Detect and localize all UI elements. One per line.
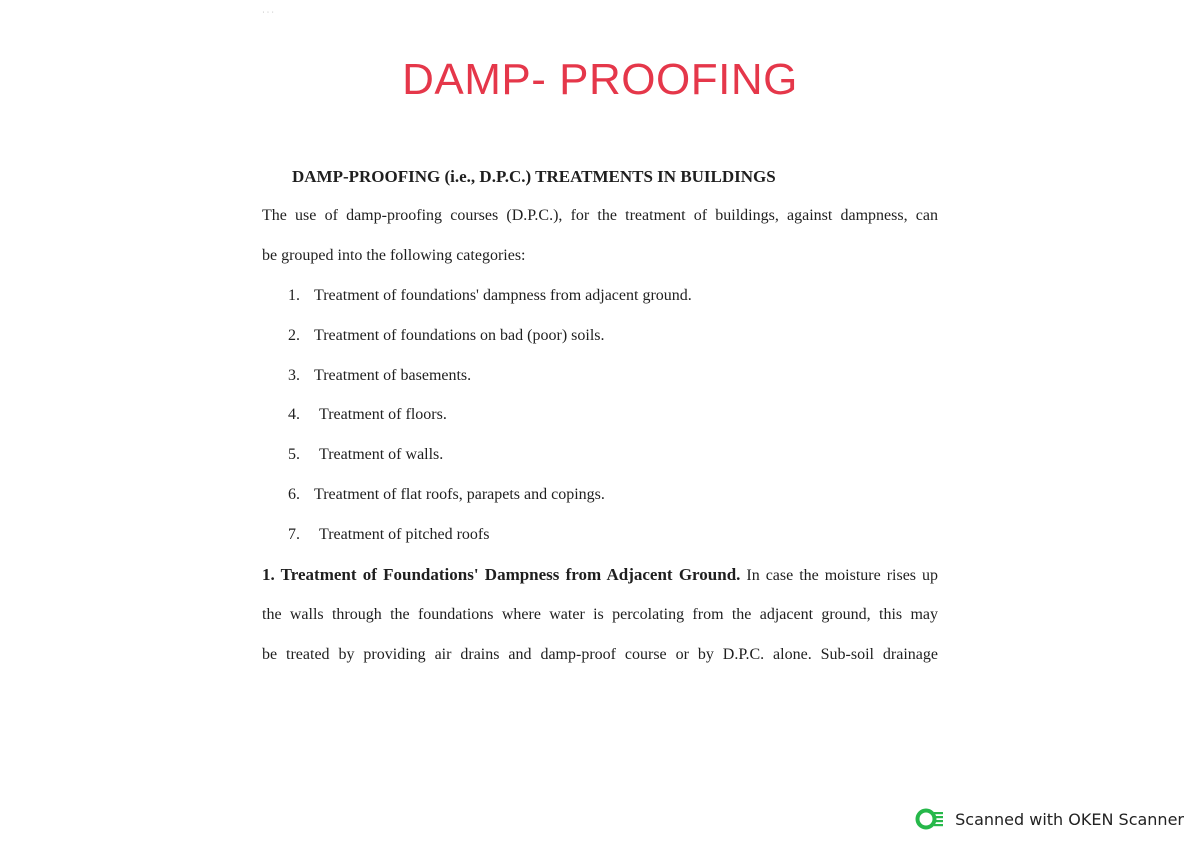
list-text: Treatment of basements.: [314, 367, 472, 384]
oken-scanner-logo-icon: [915, 807, 945, 831]
section-1-line-1-text: In case the moisture rises up: [746, 567, 939, 584]
list-item: [288, 365, 471, 387]
list-text: Treatment of foundations on bad (poor) soils.: [314, 327, 605, 344]
section-1-line-2: the walls through the foundations where water is percolating from the adjacent ground, this may: [262, 606, 938, 623]
list-number: 7.: [288, 526, 300, 543]
list-number: 1.: [288, 287, 300, 304]
list-item: [288, 444, 443, 466]
list-text: Treatment of foundations' dampness from adjacent ground.: [314, 287, 692, 304]
scanner-label: Scanned with OKEN Scanner: [955, 809, 1184, 829]
list-number: 2.: [288, 327, 300, 344]
document-title: DAMP- PROOFING: [402, 55, 798, 104]
list-text: Treatment of walls.: [319, 446, 444, 463]
list-item: [288, 325, 604, 347]
list-item: [288, 484, 605, 506]
list-number: 5.: [288, 446, 300, 463]
list-item: [288, 524, 489, 546]
list-text: Treatment of pitched roofs: [319, 526, 490, 543]
section-1-line-1: [262, 564, 938, 587]
intro-line-2: be grouped into the following categories:: [262, 247, 526, 264]
list-item: [288, 285, 692, 307]
list-number: 4.: [288, 406, 300, 423]
section-heading: DAMP-PROOFING (i.e., D.P.C.) TREATMENTS IN BUILDINGS: [292, 167, 776, 186]
scanner-watermark: [915, 807, 1184, 831]
list-number: 6.: [288, 486, 300, 503]
list-text: Treatment of flat roofs, parapets and copings.: [314, 486, 605, 503]
section-1-line-3: be treated by providing air drains and damp-proof course or by D.P.C. alone. Sub-soil drainage: [262, 646, 938, 663]
scan-artifact: ˙ ˙ ˙: [262, 10, 274, 19]
list-text: Treatment of floors.: [319, 406, 447, 423]
list-number: 3.: [288, 367, 300, 384]
section-1-heading: 1. Treatment of Foundations' Dampness from Adjacent Ground.: [262, 565, 741, 584]
intro-line-1: The use of damp-proofing courses (D.P.C.), for the treatment of buildings, against dampness, can: [262, 207, 938, 224]
list-item: [288, 404, 447, 426]
